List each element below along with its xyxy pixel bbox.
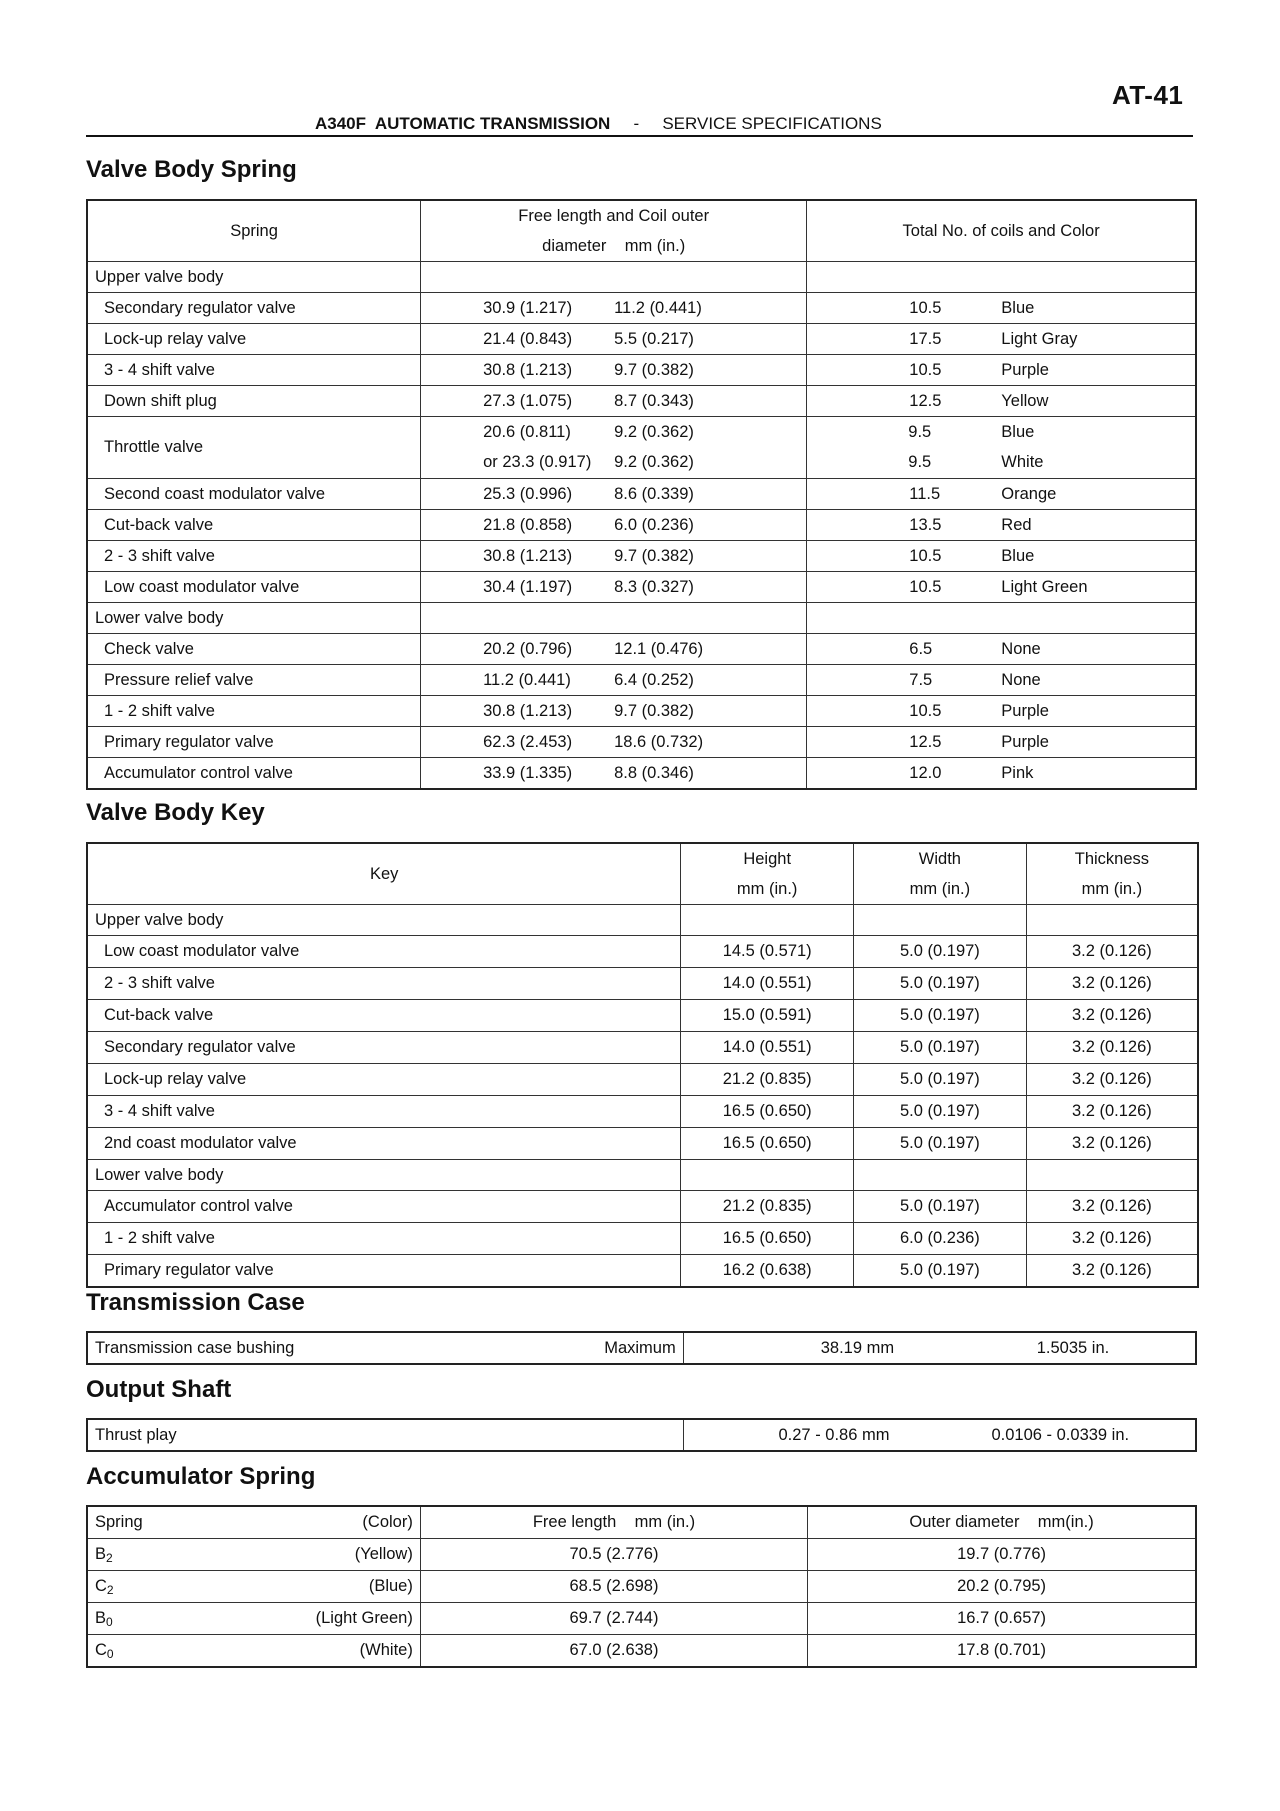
group-row — [87, 905, 1198, 936]
key-name: 3 - 4 shift valve — [87, 1096, 681, 1128]
spring-name: Second coast modulator valve — [87, 479, 421, 510]
dimensions-cell — [421, 386, 807, 417]
coils-color-cell — [807, 696, 1196, 727]
free-length: 21.4 (0.843) — [483, 330, 573, 348]
empty-cell — [854, 1160, 1027, 1191]
free-length: 30.8 (1.213) — [483, 547, 573, 565]
coil-count: 12.0 — [909, 764, 942, 782]
outer-diameter: 9.7 (0.382) — [614, 702, 694, 720]
free-length: 33.9 (1.335) — [483, 764, 573, 782]
group-label: Lower valve body — [87, 603, 421, 634]
dimensions-cell — [421, 541, 807, 572]
key-width: 5.0 (0.197) — [854, 936, 1027, 968]
dimensions-cell — [421, 324, 807, 355]
key-width: 5.0 (0.197) — [854, 1128, 1027, 1160]
empty-cell — [1026, 1160, 1198, 1191]
key-thickness: 3.2 (0.126) — [1026, 1000, 1198, 1032]
header-manual-title: A340F AUTOMATIC TRANSMISSION — [315, 114, 611, 133]
spring-color: (Yellow) — [354, 1544, 413, 1563]
group-label: Upper valve body — [87, 262, 421, 293]
table-row — [87, 936, 1198, 968]
coil-count: 13.5 — [909, 516, 942, 534]
item-label: Transmission case bushing — [95, 1338, 295, 1357]
spring-name: Check valve — [87, 634, 421, 665]
key-thickness: 3.2 (0.126) — [1026, 1223, 1198, 1255]
coils-color-cell — [807, 479, 1196, 510]
free-length: 30.9 (1.217) — [483, 299, 573, 317]
free-length: 20.6 (0.811) — [483, 423, 571, 441]
table-row — [87, 634, 1196, 665]
spring-id — [95, 1545, 113, 1565]
empty-cell — [807, 262, 1196, 293]
table-row — [87, 324, 1196, 355]
coils-color-cell — [807, 572, 1196, 603]
coil-count: 10.5 — [909, 702, 942, 720]
key-thickness: 3.2 (0.126) — [1026, 1255, 1198, 1288]
key-height: 21.2 (0.835) — [681, 1191, 854, 1223]
spring-id-subscript: 0 — [106, 1646, 114, 1661]
column-header-width-unit: mm (in.) — [909, 880, 971, 898]
column-header-key: Key — [87, 843, 681, 905]
key-name: Cut-back valve — [87, 1000, 681, 1032]
dimensions-cell — [421, 665, 807, 696]
table-row — [87, 758, 1196, 790]
table-row — [87, 1096, 1198, 1128]
spring-id-subscript: 2 — [106, 1582, 114, 1597]
spring-id — [95, 1641, 114, 1661]
spring-id-letter: C — [95, 1576, 107, 1595]
key-thickness: 3.2 (0.126) — [1026, 1032, 1198, 1064]
key-thickness: 3.2 (0.126) — [1026, 1064, 1198, 1096]
empty-cell — [807, 603, 1196, 634]
outer-diameter: 18.6 (0.732) — [614, 733, 704, 751]
table-row — [87, 1191, 1198, 1223]
key-thickness: 3.2 (0.126) — [1026, 968, 1198, 1000]
key-height: 14.5 (0.571) — [681, 936, 854, 968]
outer-diameter: 16.7 (0.657) — [808, 1603, 1196, 1635]
spring-color: Yellow — [1001, 392, 1049, 410]
table-row — [87, 479, 1196, 510]
table-row — [87, 293, 1196, 324]
coils-color-cell — [807, 417, 1196, 479]
free-length: 69.7 (2.744) — [420, 1603, 807, 1635]
spring-id-color-cell — [87, 1539, 420, 1571]
outer-diameter: 17.8 (0.701) — [808, 1635, 1196, 1668]
free-length: 27.3 (1.075) — [483, 392, 573, 410]
table-row — [87, 1603, 1196, 1635]
column-header-height — [681, 843, 854, 905]
table-row — [87, 541, 1196, 572]
header-rule — [86, 135, 1193, 137]
spring-id-letter: C — [95, 1640, 107, 1659]
page-number: AT-41 — [1112, 80, 1184, 110]
outer-diameter: 20.2 (0.795) — [808, 1571, 1196, 1603]
spring-color: None — [1001, 640, 1041, 658]
key-width: 5.0 (0.197) — [854, 1032, 1027, 1064]
table-row — [87, 968, 1198, 1000]
column-header-dimensions-line1: Free length and Coil outer — [518, 207, 710, 225]
table-row — [87, 572, 1196, 603]
empty-cell — [1026, 905, 1198, 936]
spring-name: Low coast modulator valve — [87, 572, 421, 603]
coils-color-cell — [807, 510, 1196, 541]
table-row — [87, 386, 1196, 417]
column-header-thickness-unit: mm (in.) — [1081, 880, 1143, 898]
value-mm: 38.19 mm — [820, 1339, 895, 1357]
transmission-case-table — [86, 1331, 1197, 1365]
table-row — [87, 1635, 1196, 1668]
spring-name: Pressure relief valve — [87, 665, 421, 696]
table-row — [87, 1223, 1198, 1255]
coils-color-cell — [807, 541, 1196, 572]
dimensions-cell — [421, 727, 807, 758]
free-length: 30.4 (1.197) — [483, 578, 573, 596]
dimensions-cell — [421, 758, 807, 790]
column-header-spring-color — [87, 1506, 420, 1539]
value-cell — [683, 1419, 1196, 1451]
valve-body-key-table — [86, 842, 1199, 1288]
key-thickness: 3.2 (0.126) — [1026, 1191, 1198, 1223]
value-cell — [683, 1332, 1196, 1364]
section-title-transmission-case: Transmission Case — [86, 1289, 305, 1316]
table-header-row — [87, 843, 1198, 905]
spring-color: Pink — [1001, 764, 1034, 782]
column-header-coils-color: Total No. of coils and Color — [807, 200, 1196, 262]
spring-id — [95, 1609, 113, 1629]
column-header-dimensions — [421, 200, 807, 262]
free-length: 11.2 (0.441) — [483, 671, 571, 689]
table-row — [87, 1419, 1196, 1451]
outer-diameter: 9.7 (0.382) — [614, 547, 694, 565]
spring-name: Cut-back valve — [87, 510, 421, 541]
table-row — [87, 665, 1196, 696]
value-in: 0.0106 - 0.0339 in. — [991, 1426, 1130, 1444]
spring-color: White — [1001, 453, 1044, 471]
spring-id-subscript: 0 — [106, 1614, 113, 1629]
key-height: 16.2 (0.638) — [681, 1255, 854, 1288]
free-length: 67.0 (2.638) — [420, 1635, 807, 1668]
free-length: 21.8 (0.858) — [483, 516, 573, 534]
output-shaft-table — [86, 1418, 1197, 1452]
column-header-height-label: Height — [743, 850, 792, 868]
coil-count: 9.5 — [908, 453, 932, 471]
coils-color-cell — [807, 665, 1196, 696]
outer-diameter: 6.0 (0.236) — [614, 516, 694, 534]
table-row — [87, 696, 1196, 727]
outer-diameter: 8.8 (0.346) — [614, 764, 694, 782]
spring-color: None — [1001, 671, 1041, 689]
section-title-valve-body-spring: Valve Body Spring — [86, 156, 297, 183]
spring-color: Orange — [1001, 485, 1057, 503]
free-length: 30.8 (1.213) — [483, 702, 573, 720]
outer-diameter: 12.1 (0.476) — [614, 640, 704, 658]
free-length: 62.3 (2.453) — [483, 733, 573, 751]
coils-color-cell — [807, 758, 1196, 790]
key-thickness: 3.2 (0.126) — [1026, 1096, 1198, 1128]
spring-color: Purple — [1001, 361, 1049, 379]
spring-id-letter: B — [95, 1544, 107, 1563]
table-row — [87, 1064, 1198, 1096]
outer-diameter: 8.7 (0.343) — [614, 392, 694, 410]
key-height: 14.0 (0.551) — [681, 1032, 854, 1064]
column-header-thickness — [1026, 843, 1198, 905]
value-mm: 0.27 - 0.86 mm — [778, 1426, 890, 1444]
section-title-valve-body-key: Valve Body Key — [86, 799, 265, 826]
spring-id-color-cell — [87, 1571, 420, 1603]
key-name: Secondary regulator valve — [87, 1032, 681, 1064]
empty-cell — [421, 262, 807, 293]
key-width: 5.0 (0.197) — [854, 1255, 1027, 1288]
header-section-title: SERVICE SPECIFICATIONS — [662, 114, 882, 133]
coil-count: 10.5 — [909, 299, 942, 317]
dimensions-cell — [421, 510, 807, 541]
key-width: 5.0 (0.197) — [854, 968, 1027, 1000]
key-width: 5.0 (0.197) — [854, 1000, 1027, 1032]
column-header-thickness-label: Thickness — [1074, 850, 1150, 868]
outer-diameter: 6.4 (0.252) — [614, 671, 694, 689]
coil-count: 7.5 — [909, 671, 933, 689]
spring-name: Primary regulator valve — [87, 727, 421, 758]
column-header-width — [854, 843, 1027, 905]
spring-color: (Light Green) — [315, 1608, 413, 1627]
outer-diameter: 8.3 (0.327) — [614, 578, 694, 596]
item-cell — [87, 1332, 683, 1364]
free-length: 20.2 (0.796) — [483, 640, 573, 658]
coil-count: 11.5 — [909, 485, 941, 503]
dimensions-cell — [421, 417, 807, 479]
value-in: 1.5035 in. — [1036, 1339, 1110, 1357]
spring-id-color-cell — [87, 1603, 420, 1635]
key-thickness: 3.2 (0.126) — [1026, 936, 1198, 968]
group-label: Lower valve body — [87, 1160, 681, 1191]
spring-color: Light Gray — [1001, 330, 1078, 348]
spring-name: 3 - 4 shift valve — [87, 355, 421, 386]
key-width: 5.0 (0.197) — [854, 1064, 1027, 1096]
coils-color-cell — [807, 324, 1196, 355]
spring-color: Light Green — [1001, 578, 1088, 596]
key-height: 21.2 (0.835) — [681, 1064, 854, 1096]
key-height: 16.5 (0.650) — [681, 1223, 854, 1255]
outer-diameter: 8.6 (0.339) — [614, 485, 694, 503]
table-row — [87, 417, 1196, 479]
key-name: Primary regulator valve — [87, 1255, 681, 1288]
outer-diameter: 5.5 (0.217) — [614, 330, 694, 348]
spring-color: Blue — [1001, 423, 1035, 441]
coil-count: 9.5 — [908, 423, 932, 441]
key-name: Lock-up relay valve — [87, 1064, 681, 1096]
coils-color-cell — [807, 634, 1196, 665]
section-title-accumulator-spring: Accumulator Spring — [86, 1463, 316, 1490]
empty-cell — [854, 905, 1027, 936]
coil-count: 17.5 — [909, 330, 942, 348]
coil-count: 12.5 — [909, 733, 942, 751]
spring-name: Throttle valve — [87, 417, 421, 479]
column-header-outer-diameter: Outer diameter mm(in.) — [808, 1506, 1196, 1539]
dimensions-cell — [421, 479, 807, 510]
outer-diameter: 9.7 (0.382) — [614, 361, 694, 379]
running-header — [315, 114, 882, 134]
key-thickness: 3.2 (0.126) — [1026, 1128, 1198, 1160]
free-length: 30.8 (1.213) — [483, 361, 573, 379]
key-name: Accumulator control valve — [87, 1191, 681, 1223]
item-label: Thrust play — [87, 1419, 683, 1451]
spring-color: Purple — [1001, 702, 1049, 720]
free-length: 70.5 (2.776) — [420, 1539, 807, 1571]
dimensions-cell — [421, 572, 807, 603]
empty-cell — [681, 905, 854, 936]
outer-diameter: 9.2 (0.362) — [614, 423, 694, 441]
empty-cell — [421, 603, 807, 634]
spring-color: Red — [1001, 516, 1032, 534]
table-header-row — [87, 1506, 1196, 1539]
spring-name: Accumulator control valve — [87, 758, 421, 790]
key-height: 14.0 (0.551) — [681, 968, 854, 1000]
table-row — [87, 1332, 1196, 1364]
column-header-spring: Spring — [87, 200, 421, 262]
key-height: 15.0 (0.591) — [681, 1000, 854, 1032]
dimensions-cell — [421, 293, 807, 324]
key-width: 5.0 (0.197) — [854, 1191, 1027, 1223]
coils-color-cell — [807, 355, 1196, 386]
table-row — [87, 1032, 1198, 1064]
table-row — [87, 355, 1196, 386]
spring-name: 1 - 2 shift valve — [87, 696, 421, 727]
dimensions-cell — [421, 355, 807, 386]
key-name: 2nd coast modulator valve — [87, 1128, 681, 1160]
outer-diameter: 11.2 (0.441) — [614, 299, 702, 317]
coils-color-cell — [807, 386, 1196, 417]
group-label: Upper valve body — [87, 905, 681, 936]
column-header-color: (Color) — [362, 1513, 413, 1531]
free-length: 25.3 (0.996) — [483, 485, 573, 503]
column-header-width-label: Width — [918, 850, 961, 868]
spring-id-letter: B — [95, 1608, 107, 1627]
spring-id — [95, 1577, 114, 1597]
spring-name: Secondary regulator valve — [87, 293, 421, 324]
spring-color: (White) — [359, 1640, 413, 1659]
coil-count: 12.5 — [909, 392, 942, 410]
outer-diameter: 19.7 (0.776) — [808, 1539, 1196, 1571]
table-header-row — [87, 200, 1196, 262]
spring-color: Purple — [1001, 733, 1049, 751]
key-height: 16.5 (0.650) — [681, 1128, 854, 1160]
spring-id-color-cell — [87, 1635, 420, 1668]
table-row — [87, 510, 1196, 541]
table-row — [87, 1255, 1198, 1288]
accumulator-spring-table — [86, 1505, 1197, 1668]
table-row — [87, 1000, 1198, 1032]
free-length: or 23.3 (0.917) — [483, 453, 592, 471]
dimensions-cell — [421, 634, 807, 665]
spring-name: 2 - 3 shift valve — [87, 541, 421, 572]
section-title-output-shaft: Output Shaft — [86, 1376, 232, 1403]
column-header-height-unit: mm (in.) — [736, 880, 798, 898]
spring-color: Blue — [1001, 299, 1035, 317]
key-name: 1 - 2 shift valve — [87, 1223, 681, 1255]
coil-count: 10.5 — [909, 361, 942, 379]
key-width: 5.0 (0.197) — [854, 1096, 1027, 1128]
item-qualifier: Maximum — [604, 1338, 676, 1357]
spring-color: Blue — [1001, 547, 1035, 565]
group-row — [87, 262, 1196, 293]
spring-name: Lock-up relay valve — [87, 324, 421, 355]
key-name: 2 - 3 shift valve — [87, 968, 681, 1000]
header-separator: - — [633, 114, 640, 133]
dimensions-cell — [421, 696, 807, 727]
free-length: 68.5 (2.698) — [420, 1571, 807, 1603]
column-header-free-length: Free length mm (in.) — [420, 1506, 807, 1539]
column-header-spring: Spring — [95, 1513, 143, 1531]
spring-name: Down shift plug — [87, 386, 421, 417]
coil-count: 10.5 — [909, 547, 942, 565]
coils-color-cell — [807, 727, 1196, 758]
key-width: 6.0 (0.236) — [854, 1223, 1027, 1255]
outer-diameter: 9.2 (0.362) — [614, 453, 694, 471]
spring-id-subscript: 2 — [106, 1550, 113, 1565]
spring-color: (Blue) — [368, 1576, 413, 1595]
empty-cell — [681, 1160, 854, 1191]
coils-color-cell — [807, 293, 1196, 324]
key-name: Low coast modulator valve — [87, 936, 681, 968]
column-header-dimensions-line2: diameter mm (in.) — [542, 237, 686, 255]
table-row — [87, 1571, 1196, 1603]
table-row — [87, 1128, 1198, 1160]
coil-count: 6.5 — [909, 640, 933, 658]
table-row — [87, 727, 1196, 758]
key-height: 16.5 (0.650) — [681, 1096, 854, 1128]
valve-body-spring-table — [86, 199, 1197, 790]
table-row — [87, 1539, 1196, 1571]
group-row — [87, 603, 1196, 634]
coil-count: 10.5 — [909, 578, 942, 596]
group-row — [87, 1160, 1198, 1191]
